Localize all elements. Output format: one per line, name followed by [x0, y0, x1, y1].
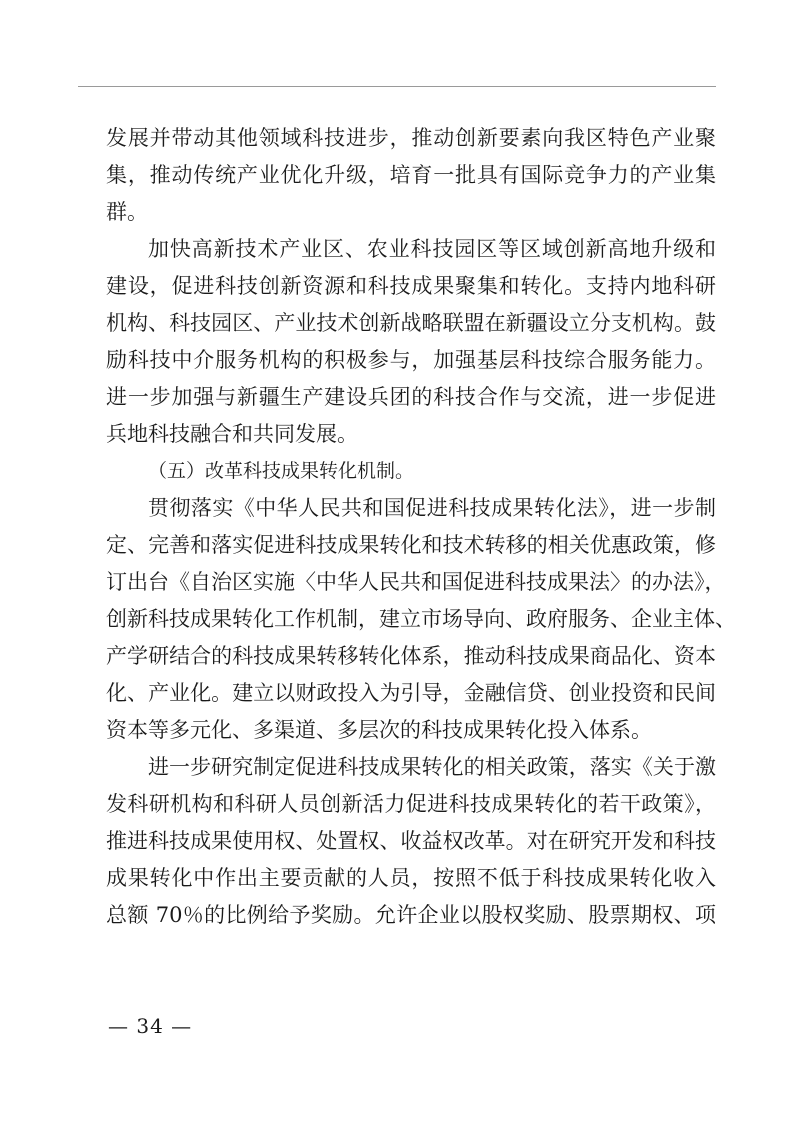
text-line: 成果转化中作出主要贡献的人员，按照不低于科技成果转化收入 — [106, 866, 716, 890]
heading-text: （五）改革科技成果转化机制。 — [148, 460, 415, 482]
text-line: 建设，促进科技创新资源和科技成果聚集和转化。支持内地科研 — [106, 274, 716, 298]
text-line: 化、产业化。建立以财政投入为引导，金融信贷、创业投资和民间 — [106, 681, 716, 705]
text-line: 产学研结合的科技成果转移转化体系，推动科技成果商品化、资本 — [106, 644, 716, 668]
text-line: 集，推动传统产业优化升级，培育一批具有国际竞争力的产业集 — [106, 163, 716, 187]
text-line: 兵地科技融合和共同发展。 — [106, 422, 358, 446]
text-line: 贯彻落实《中华人民共和国促进科技成果转化法》，进一步制 — [148, 496, 716, 520]
paragraph-4 — [106, 749, 716, 934]
page-number: — 34 — — [108, 1014, 193, 1038]
document-body — [106, 120, 736, 934]
text-line: 订出台《自治区实施〈中华人民共和国促进科技成果法〉的办法》， — [106, 570, 726, 594]
text-line: 进一步加强与新疆生产建设兵团的科技合作与交流，进一步促进 — [106, 385, 716, 409]
text-line: 进一步研究制定促进科技成果转化的相关政策，落实《关于激 — [148, 755, 716, 779]
text-line: 总额 70％的比例给予奖励。允许企业以股权奖励、股票期权、项 — [106, 903, 716, 927]
text-line: 定、完善和落实促进科技成果转化和技术转移的相关优惠政策，修 — [106, 533, 716, 557]
text-line: 创新科技成果转化工作机制，建立市场导向、政府服务、企业主体、 — [106, 607, 736, 631]
paragraph-2 — [106, 231, 716, 453]
text-line: 机构、科技园区、产业技术创新战略联盟在新疆设立分支机构。鼓 — [106, 311, 716, 335]
text-line: 发科研机构和科研人员创新活力促进科技成果转化的若干政策》， — [106, 792, 716, 816]
text-line: 资本等多元化、多渠道、多层次的科技成果转化投入体系。 — [106, 718, 652, 742]
header-rule — [78, 86, 716, 87]
text-line: 推进科技成果使用权、处置权、收益权改革。对在研究开发和科技 — [106, 829, 716, 853]
text-line: 加快高新技术产业区、农业科技园区等区域创新高地升级和 — [148, 237, 716, 261]
section-heading — [106, 453, 716, 490]
paragraph-3 — [106, 490, 736, 749]
text-line: 发展并带动其他领域科技进步，推动创新要素向我区特色产业聚 — [106, 126, 716, 150]
text-line: 群。 — [106, 200, 148, 224]
paragraph-1 — [106, 120, 716, 231]
text-line: 励科技中介服务机构的积极参与，加强基层科技综合服务能力。 — [106, 348, 716, 372]
